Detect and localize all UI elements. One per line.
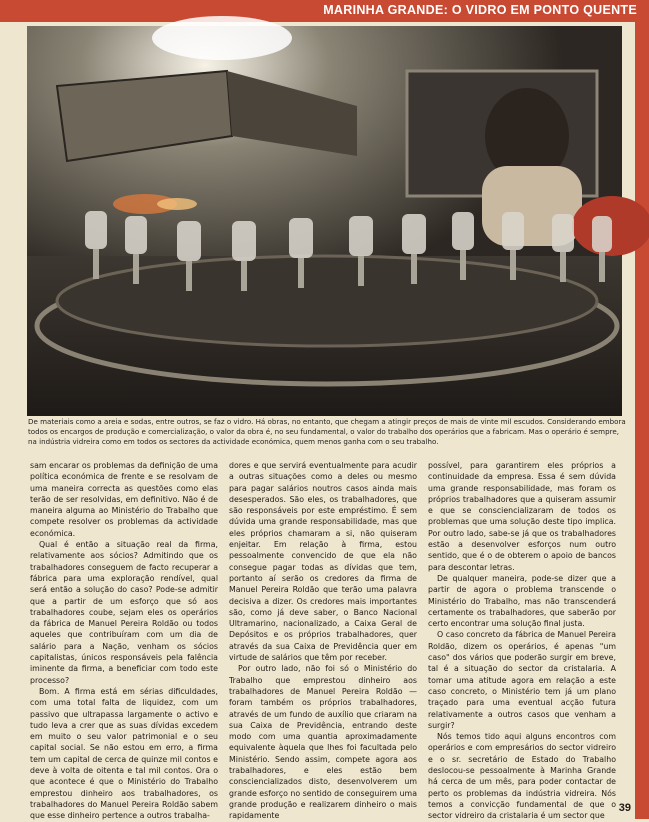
text-column-1	[30, 460, 218, 821]
text-column-3	[428, 460, 616, 821]
paragraph: possível, para garantirem eles próprios a continuidade da empresa. Essa é sem dúvida uma grande responsabilidade, mas foram os próprios trabalhadores que a quiseram assumir e que se consciencializaram de todos os problemas que uma solução deste tipo implica. Por outro lado, sabe-se já que os trabalhadores estão a desenvolver esforços num outro sentido, que é o de obterem o apoio de bancos para descontar letras.	[428, 461, 616, 572]
paragraph: Qual é então a situação real da firma, relativamente aos sócios? Admitindo que os trabalhadores conseguem de facto recuperar a fábrica para uma exploração rendível, qual será então a solução do caso? Pode-se admitir que a partir de um esforço que só aos trabalhadores coube, sejam eles os operários da fábrica de Manuel Pereira Roldão ou todos aqueles que contribuíram com um dia de salário para a Nação, venham os sócios capitalistas, únicos responsáveis pela falência iminente da firma, a beneficiar com todo este processo?	[30, 540, 218, 685]
paragraph: Bom. A firma está em sérias dificuldades, com uma total falta de liquidez, com um passivo que ultrapassa largamente o activo e tudo leva a crer que as suas dívidas excedem em muito o seu valor patrimonial e o seu capital social. Se não estou em erro, a firma tem um capital de cerca de quinze mil contos e deve à volta de oitenta e tal mil contos. Ora o que acontece é que o Ministério do Trabalho emprestou dinheiro aos trabalhadores, os trabalhadores do Manuel Pereira Roldão sabem que esse dinheiro pertence a outros trabalha-	[30, 686, 218, 821]
paragraph: dores e que servirá eventualmente para acudir a outras situações como a deles ou mesmo para pagar salários noutros casos ainda mais desesperados. São eles, os trabalhadores, que são responsáveis por este empréstimo. É sem dúvida uma grande responsabilidade, mas que eles próprios chamaram a si, não quiseram enjeitar. Em relação à firma, estou pessoalmente convencido de que ela não consegue pagar todas as dívidas que tem, portanto aí serão os credores da firma de Manuel Pereira Roldão que terão uma palavra decisiva a dizer. Os credores mais importantes são, como já deve saber, o Banco Nacional Ultramarino, nacionalizado, a Caixa Geral de Depósitos e os próprios trabalhadores, quer através da sua Caixa de Previdência quer em virtude de salários que têm por receber.	[229, 461, 417, 663]
glass-factory-photo	[27, 26, 622, 416]
header-bar	[0, 0, 649, 22]
text-column-2	[229, 460, 417, 821]
photo-caption: De materiais como a areia e sodas, entre outros, se faz o vidro. Há obras, no entanto, que chegam a atingir preços de mais de vinte mil escudos. Considerando embora todos os encargos de produção e comercialização, o valor da obra é, no seu fundamental, o valor do trabalho dos operários que a fabricam. Mas o operário é sempre, na indústria vidreira como em todos os sectores da actividade económica, quem menos ganha com o seu trabalho.	[28, 417, 626, 447]
paragraph: De qualquer maneira, pode-se dizer que a partir de agora o problema transcende o Ministério do Trabalho, mas não transcenderá certamente os trabalhadores, que saberão por certo encontrar uma solução final justa.	[428, 573, 616, 629]
section-title: MARINHA GRANDE: O VIDRO EM PONTO QUENTE	[323, 3, 637, 17]
paragraph: Nós temos tido aqui alguns encontros com operários e com empresários do sector vidreiro e o sr. secretário de Estado do Trabalho deslocou-se pessoalmente à Marinha Grande há cerca de um mês, para poder contactar de perto os problemas da indústria vidreira. Nós temos a convicção fundamental de que o sector vidreiro da cristalaria é um sector que	[428, 732, 616, 821]
photo-illustration	[27, 26, 622, 416]
page-edge-stripe	[635, 22, 649, 819]
paragraph: Por outro lado, não foi só o Ministério do Trabalho que emprestou dinheiro aos trabalhadores de Manuel Pereira Roldão — foram também os próprios trabalhadores, através de um fundo de auxílio que criaram na sua Caixa de Previdência, entrando deste modo com uma quantia aproximadamente equivalente àquela que lhes foi facultada pelo Ministério. Sendo assim, compete agora aos trabalhadores, e eles estão bem consciencializados disto, desenvolverem um grande esforço no sentido de conseguirem uma grande produção e realizarem dinheiro o mais rapidamente	[229, 664, 417, 821]
paragraph: O caso concreto da fábrica de Manuel Pereira Roldão, dizem os operários, é apenas "um caso" dos vários que poderão surgir em breve, tal é a situação do sector da cristalaria. A tomar uma atitude agora em relação a este caso concreto, o Ministério tem já um plano traçado para uma eventual acção futura relativamente a outros casos que venham a surgir?	[428, 630, 616, 730]
page-number: 39	[618, 802, 631, 814]
paragraph: sam encarar os problemas da definição de uma política económica de frente e se resolvam de uma maneira correcta as questões como elas terão de ser resolvidas, em definitivo. Não é de maneira alguma ao Ministério do Trabalho que compete resolver os problemas da actividade económica.	[30, 461, 218, 538]
